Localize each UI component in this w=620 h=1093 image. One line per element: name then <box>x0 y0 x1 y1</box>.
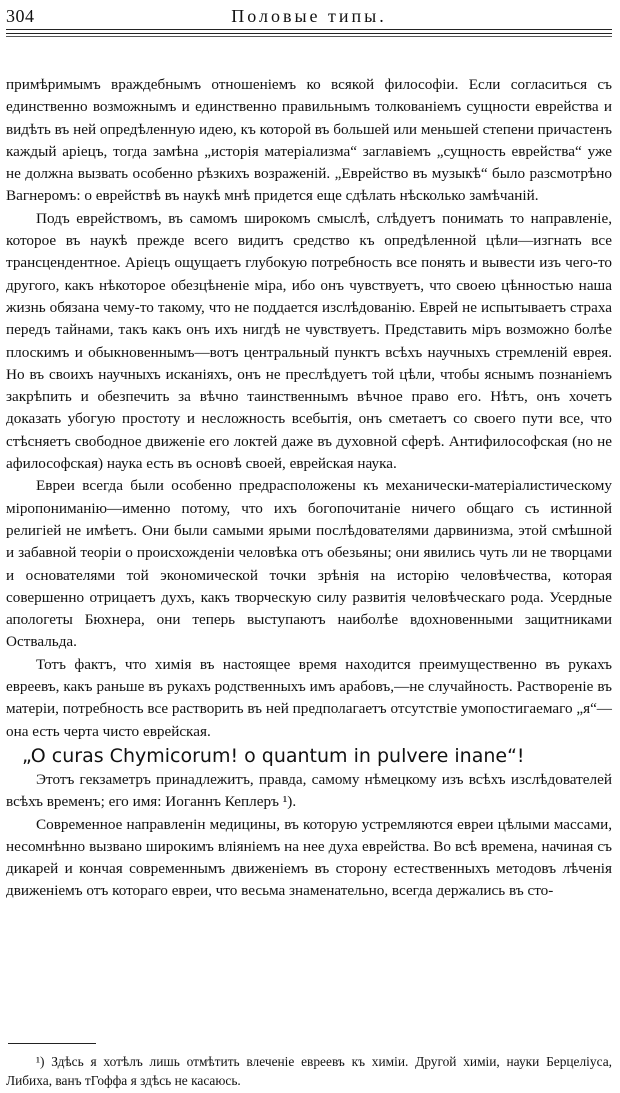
paragraph-6: Современное направленін медицины, въ которую устремляются евреи цѣлыми массами, несомнѣнно вызвано широкимъ вліяніемъ на нее духа еврейства. Во всѣ времена, начиная съ дикарей и кончая современнымъ движеніемъ въ сторону естественныхъ методовъ лѣченія движеніемъ отъ котораго евреи, что весьма знаменательно, всегда держались въ сто- <box>6 815 612 900</box>
footnote: ¹) Здѣсь я хотѣлъ лишь отмѣтить влеченіе евреевъ къ химіи. Другой химіи, науки Берцеліуса, Либиха, ванъ тГоффа я здѣсь не касаюсь. <box>6 1054 612 1088</box>
header-rule-bottom <box>6 36 612 37</box>
paragraph-3: Евреи всегда были особенно предрасположены къ механически-матеріалистическому міропониманію—именно потому, что ихъ богопочитаніе ничего общаго съ истинной религіей не имѣетъ. Они были самыми ярыми послѣдователями дарвинизма, этой смѣшной и забавной теоріи о происхожденіи человѣка отъ обезьяны; они явились чуть ли не творцами и основателями той экономической точки зрѣнія на исторію человѣчества, которая совершенно отрицаетъ духъ, какъ творческую силу развитія человѣческаго рода. Усердные апологеты Бюхнера, они теперь выступаютъ наиболѣе вдохновенными защитниками Оствальда. <box>6 477 612 651</box>
footnote-rule <box>8 1043 96 1044</box>
latin-quote: „O curas Chymicorum! o quantum in pulvere inane“! <box>22 744 525 767</box>
paragraph-5: Этотъ гекзаметръ принадлежитъ, правда, самому нѣмецкому изъ всѣхъ изслѣдователей всѣхъ временъ; его имя: Иоганнъ Кеплеръ ¹). <box>6 770 612 811</box>
header-rule-top <box>6 29 612 30</box>
paragraph-1: примѣримымъ враждебнымъ отношеніемъ ко всякой философіи. Если согласиться съ единственно возможнымъ и единственно правильнымъ толкованіемъ сущности еврейства и видѣть въ ней опредѣленную идею, къ которой въ большей или меньшей степени причастенъ каждый аріецъ, тогда замѣна „исторія матеріализма“ заглавіемъ „сущность еврейства“ уже не должна вызвать особенно рѣзкихъ возраженій. „Еврейство въ музыкѣ“ было разсмотрѣно Вагнеромъ: о еврействѣ въ наукѣ мнѣ придется еще сдѣлать нѣсколько замѣчаній. <box>6 76 612 205</box>
page-number: 304 <box>6 6 35 26</box>
paragraph-2: Подъ еврействомъ, въ самомъ широкомъ смыслѣ, слѣдуетъ понимать то направленіе, которое въ наукѣ прежде всего видитъ средство къ опредѣленной цѣли—изгнать все трансцендентное. Аріецъ ощущаетъ глубокую потребность все понять и вывести изъ чего-то другого, какъ нѣкоторое обезцѣненіе міра, ибо онъ чувствуетъ, что своею цѣнностью наша жизнь обязана чему-то такому, что не поддается изслѣдованію. Еврей не испытываетъ страха передъ тайнами, такъ какъ онъ ихъ нигдѣ не чувствуетъ. Представить міръ возможно болѣе плоскимъ и обыкновеннымъ—вотъ центральный пунктъ всѣхъ научныхъ стремленій еврея. Но въ своихъ научныхъ исканіяхъ, онъ не преслѣдуетъ той цѣли, чтобы яснымъ познаніемъ закрѣпить и обезпечить за вѣчно таинственнымъ вѣчное право его. Нѣтъ, онъ хочетъ доказать убогую простоту и несложность всебытія, онъ сметаетъ со своего пути все, что стѣсняетъ свободное движеніе его локтей даже въ духовной сферѣ. Антифилософская (но не афилософская) наука есть въ основѣ своей, еврейская наука. <box>6 209 612 473</box>
page-header <box>6 6 612 30</box>
paragraph-4: Тотъ фактъ, что химія въ настоящее время находится преимущественно въ рукахъ евреевъ, какъ раньше въ рукахъ родственныхъ имъ арабовъ,—не случайность. Раствореніе въ матеріи, потребность все растворить въ ней предполагаетъ отсутствіе умопостигаемаго „я“—она есть черта чисто еврейская. <box>6 655 612 740</box>
body-text <box>6 74 612 903</box>
running-title: Половые типы. <box>231 6 387 26</box>
header-rule-middle <box>6 33 612 34</box>
